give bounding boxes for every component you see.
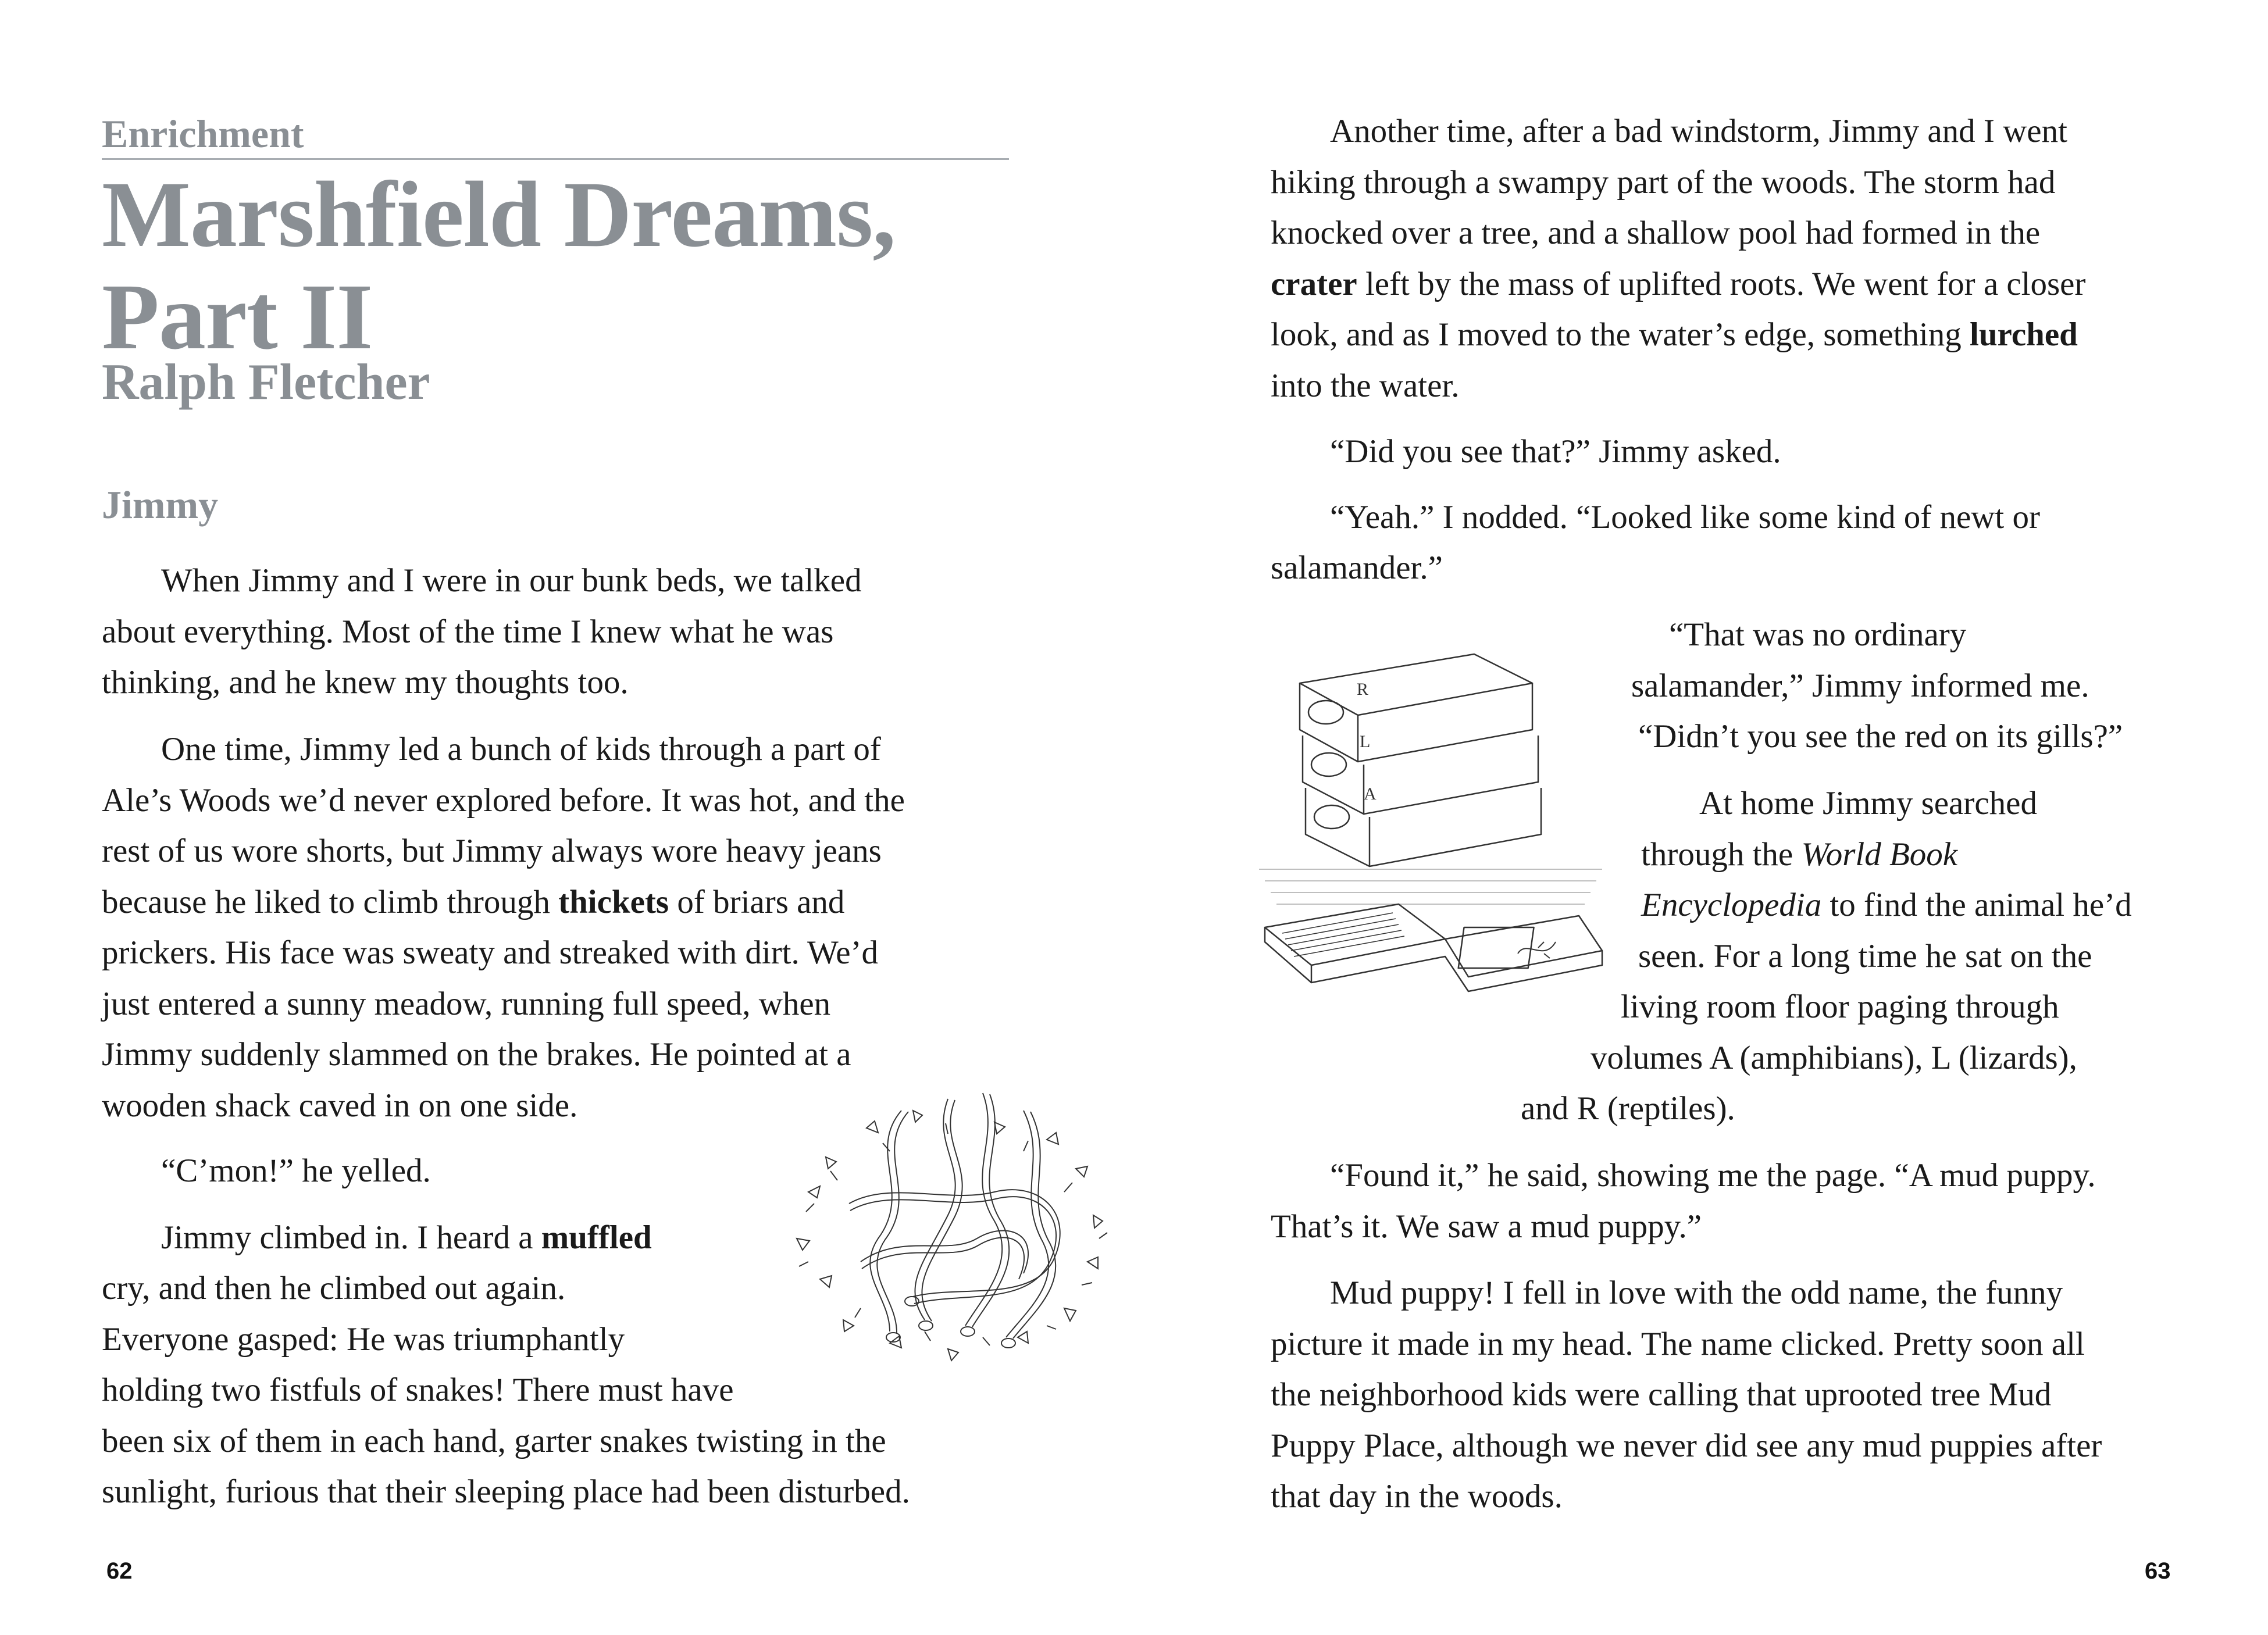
text-line: seen. For a long time he sat on the: [1638, 938, 2092, 974]
text-line: that day in the woods.: [1271, 1478, 1563, 1515]
title-line-1: Marshfield Dreams,: [102, 163, 896, 267]
text-line: salamander,” Jimmy informed me.: [1631, 667, 2089, 704]
text-line: [102, 877, 844, 928]
text-line: [161, 1212, 652, 1263]
text-line: [1641, 880, 2132, 931]
author-name: Ralph Fletcher: [102, 354, 430, 410]
text-line: salamander.”: [1271, 549, 1443, 586]
spine-letter-l: L: [1360, 732, 1371, 751]
text-line: wooden shack caved in on one side.: [102, 1087, 578, 1124]
title-line-2: Part II: [102, 265, 373, 369]
text-line: thinking, and he knew my thoughts too.: [102, 664, 629, 701]
text-line: One time, Jimmy led a bunch of kids through a part of: [161, 731, 881, 767]
snakes-illustration-icon: [773, 1087, 1134, 1372]
page-number: 63: [2145, 1558, 2171, 1584]
text-line: “That was no ordinary: [1669, 616, 1967, 653]
text-run: because he liked to climb through: [102, 884, 559, 920]
text-line: rest of us wore shorts, but Jimmy always wore heavy jeans: [102, 833, 882, 869]
text-run: of briars and: [669, 884, 845, 920]
text-line: cry, and then he climbed out again.: [102, 1270, 566, 1306]
text-line: “Didn’t you see the red on its gills?”: [1638, 718, 2123, 755]
text-line: knocked over a tree, and a shallow pool had formed in the: [1271, 215, 2041, 251]
text-line: prickers. His face was sweaty and streaked with dirt. We’d: [102, 934, 878, 971]
text-line: [1641, 829, 1957, 880]
vocab-word-lurched: lurched: [1970, 316, 2078, 353]
text-run: Jimmy climbed in. I heard a: [161, 1219, 541, 1256]
books-illustration-icon: [1253, 648, 1625, 1044]
book-title: Encyclopedia: [1641, 887, 1822, 923]
text-line: [1271, 259, 2085, 310]
text-line: sunlight, furious that their sleeping place had been disturbed.: [102, 1473, 910, 1510]
text-line: volumes A (amphibians), L (lizards),: [1591, 1040, 2077, 1076]
right-page: [1271, 0, 2178, 1635]
vocab-word-crater: crater: [1271, 266, 1357, 302]
text-line: [1271, 309, 2078, 360]
section-label: Enrichment: [102, 110, 1009, 160]
text-run: left by the mass of uplifted roots. We went for a closer: [1357, 266, 2086, 302]
text-line: When Jimmy and I were in our bunk beds, we talked: [161, 562, 862, 599]
text-line: hiking through a swampy part of the woods. The storm had: [1271, 164, 2056, 201]
vocab-word-thickets: thickets: [558, 884, 669, 920]
subhead-jimmy: Jimmy: [102, 483, 219, 527]
text-line: picture it made in my head. The name clicked. Pretty soon all: [1271, 1326, 2085, 1362]
book-title: World Book: [1801, 836, 1958, 873]
spine-letter-r: R: [1357, 680, 1369, 699]
text-line: Ale’s Woods we’d never explored before. It was hot, and the: [102, 782, 905, 819]
text-line: That’s it. We saw a mud puppy.”: [1271, 1208, 1702, 1245]
text-line: At home Jimmy searched: [1699, 785, 2037, 822]
page-title: [102, 164, 1009, 369]
text-line: been six of them in each hand, garter snakes twisting in the: [102, 1423, 886, 1459]
text-line: “Yeah.” I nodded. “Looked like some kind of newt or: [1330, 499, 2040, 536]
text-run: to find the animal he’d: [1821, 887, 2132, 923]
text-line: “Found it,” he said, showing me the page. “A mud puppy.: [1330, 1157, 2096, 1194]
text-line: into the water.: [1271, 367, 1460, 404]
text-line: Everyone gasped: He was triumphantly: [102, 1321, 625, 1358]
text-run: look, and as I moved to the water’s edge, something: [1271, 316, 1970, 353]
left-page: [102, 0, 1009, 1635]
text-line: Another time, after a bad windstorm, Jimmy and I went: [1330, 113, 2067, 149]
text-line: the neighborhood kids were calling that uprooted tree Mud: [1271, 1376, 2052, 1413]
text-run: through the: [1641, 836, 1802, 873]
spine-letter-a: A: [1364, 784, 1377, 804]
text-line: Mud puppy! I fell in love with the odd name, the funny: [1330, 1275, 2063, 1311]
text-line: holding two fistfuls of snakes! There must have: [102, 1372, 734, 1408]
text-line: Puppy Place, although we never did see any mud puppies after: [1271, 1427, 2102, 1464]
page-number: 62: [106, 1558, 133, 1584]
text-line: just entered a sunny meadow, running full speed, when: [102, 986, 831, 1022]
text-line: Jimmy suddenly slammed on the brakes. He pointed at a: [102, 1036, 851, 1073]
vocab-word-muffled: muffled: [541, 1219, 652, 1256]
text-line: about everything. Most of the time I knew what he was: [102, 613, 834, 650]
text-line: “C’mon!” he yelled.: [161, 1152, 431, 1189]
text-line: “Did you see that?” Jimmy asked.: [1330, 433, 1781, 470]
text-line: and R (reptiles).: [1521, 1090, 1735, 1127]
text-line: living room floor paging through: [1621, 988, 2059, 1025]
